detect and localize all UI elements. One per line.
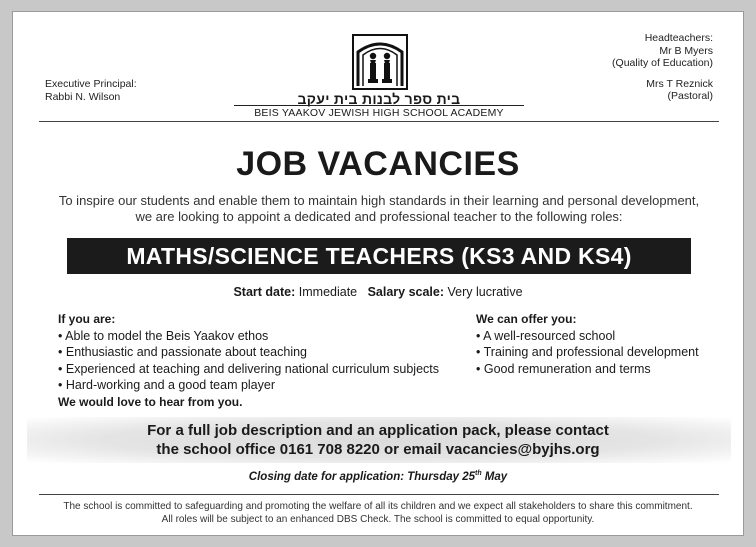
vacancy-advert — [12, 11, 744, 536]
list-item: • Able to model the Beis Yaakov ethos — [58, 328, 439, 345]
contact-info — [13, 421, 743, 459]
list-item: • Enthusiastic and passionate about teaching — [58, 344, 439, 361]
head2-name: Mrs T Reznick — [646, 77, 713, 90]
requirements-closing: We would love to hear from you. — [58, 394, 243, 409]
page-title: JOB VACANCIES — [236, 145, 520, 183]
footer-divider — [39, 494, 719, 495]
role-banner: MATHS/SCIENCE TEACHERS (KS3 AND KS4) — [67, 238, 691, 274]
requirements-list — [58, 311, 439, 410]
list-item: • Hard-working and a good team player — [58, 377, 439, 394]
start-value: Immediate — [298, 285, 358, 299]
footer-text — [13, 501, 743, 526]
hebrew-school-name: בית ספר לבנות בית יעקב — [297, 91, 461, 107]
header-divider — [39, 121, 719, 122]
requirements-heading: If you are: — [58, 312, 116, 326]
school-name: BEIS YAAKOV JEWISH HIGH SCHOOL ACADEMY — [234, 105, 524, 119]
start-label: Start date: — [233, 285, 296, 299]
contact-line-2: the school office 0161 708 8220 or email vacancies@byjhs.org — [156, 441, 600, 458]
salary-value: Very lucrative — [447, 285, 523, 299]
headteachers-block — [612, 32, 713, 103]
footer-line-1: The school is committed to safeguarding and promoting the welfare of all its children and we expect all stakeholders to share this commitment. — [63, 501, 693, 512]
list-item: • Good remuneration and terms — [476, 361, 699, 378]
footer-line-2: All roles will be subject to an enhanced DBS Check. The school is committed to equal opportunity. — [161, 513, 595, 525]
headteachers-label: Headteachers: — [644, 32, 713, 44]
list-item: • Experienced at teaching and delivering national curriculum subjects — [58, 361, 439, 378]
head2-role: (Pastoral) — [667, 90, 713, 102]
head1-role: (Quality of Education) — [612, 57, 713, 69]
contact-line-1: For a full job description and an application pack, please contact — [147, 422, 609, 439]
offer-list — [476, 311, 699, 377]
intro-text: To inspire our students and enable them to maintain high standards in their learning and personal development, we are looking to appoint a dedicated and professional teacher to the following roles: — [58, 193, 700, 224]
executive-name: Rabbi N. Wilson — [45, 91, 121, 103]
head1-name: Mr B Myers — [659, 44, 713, 57]
start-salary-line — [13, 285, 743, 299]
offer-heading: We can offer you: — [476, 312, 577, 326]
executive-principal-block — [45, 78, 137, 104]
list-item: • A well-resourced school — [476, 328, 699, 345]
closing-date: Closing date for application: Thursday 25th May — [248, 470, 508, 483]
salary-label: Salary scale: — [367, 285, 445, 299]
list-item: • Training and professional development — [476, 344, 699, 361]
school-logo — [352, 34, 408, 90]
executive-label: Executive Principal: — [45, 78, 137, 90]
